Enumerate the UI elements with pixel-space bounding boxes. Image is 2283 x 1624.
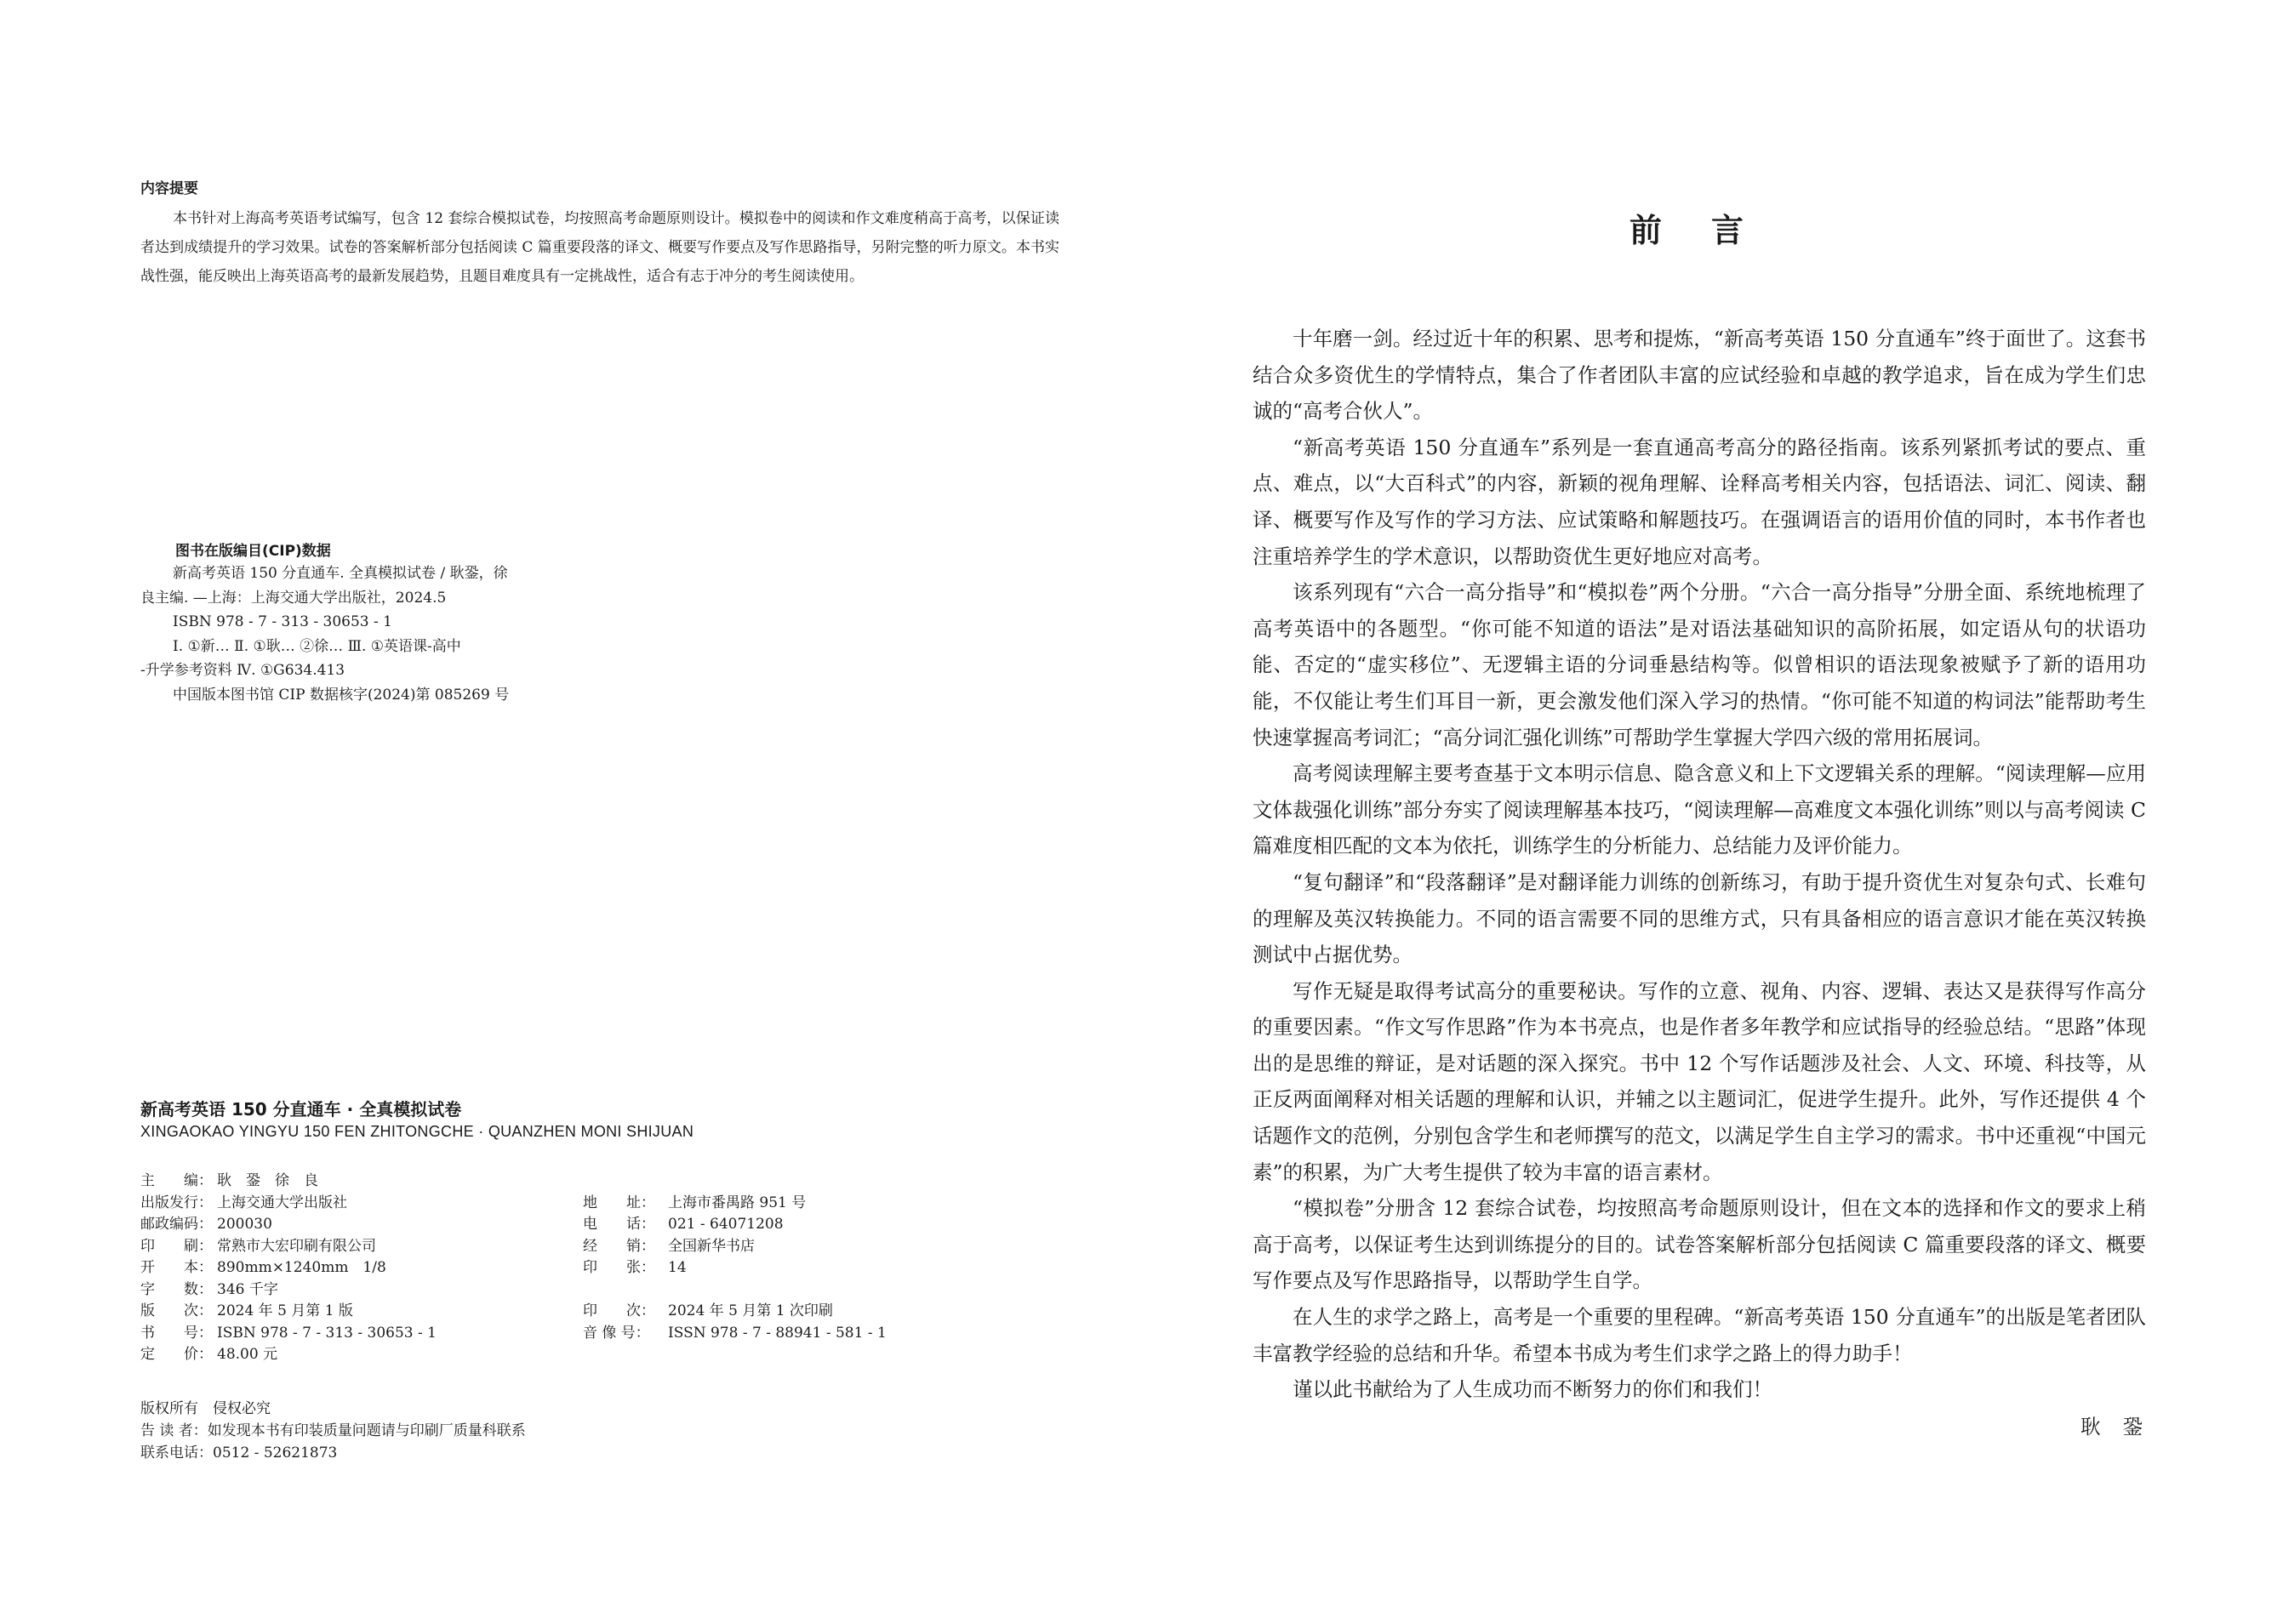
colophon-row	[140, 1257, 887, 1279]
cip-line: -升学参考资料 Ⅳ. ①G634.413	[140, 662, 345, 679]
colophon-label: 版 次：	[140, 1302, 213, 1319]
summary-paragraph: 本书针对上海高考英语考试编写，包含 12 套综合模拟试卷，均按照高考命题原则设计。模拟卷中的阅读和作文难度稍高于高考，以保证读者达到成绩提升的学习效果。试卷的答案解析部分包括阅读 C 篇重要段落的译文、概要写作要点及写作思路指导，另附完整的听力原文。本书实战性强，能反映出上海英语高考的最新发展趋势，且题目难度具有一定挑战性，适合有志于冲分的考生阅读使用。	[140, 210, 1059, 285]
book-title: 新高考英语 150 分直通车 · 全真模拟试卷	[140, 1099, 462, 1120]
colophon-label: 出版发行：	[140, 1194, 213, 1211]
colophon-value: 200030	[217, 1216, 272, 1233]
preface-author: 耿銎	[2080, 1415, 2165, 1439]
preface-paragraph: 写作无疑是取得考试高分的重要秘诀。写作的立意、视角、内容、逻辑、表达又是获得写作高分的重要因素。“作文写作思路”作为本书亮点，也是作者多年教学和应试指导的经验总结。“思路”体现出的是思维的辩证，是对话题的深入探究。书中 12 个写作话题涉及社会、人文、环境、科技等，从正反两面阐释对相关话题的理解和认识，并辅之以主题词汇，促进学生提升。此外，写作还提供 4 个话题作文的范例，分别包含学生和老师撰写的范文，以满足学生自主学习的需求。书中还重视“中国元素”的积累，为广大考生提供了较为丰富的语言素材。	[1253, 978, 2146, 1184]
colophon-row	[140, 1279, 887, 1302]
preface-paragraph: 谨以此书献给为了人生成功而不断努力的你们和我们！	[1293, 1377, 1772, 1402]
colophon-value: 上海市番禺路 951 号	[668, 1194, 807, 1211]
cip-line: 新高考英语 150 分直通车. 全真模拟试卷 / 耿銎，徐	[173, 565, 508, 582]
colophon-label: 音 像 号：	[583, 1324, 650, 1342]
cip-line: Ⅰ. ①新… Ⅱ. ①耿… ②徐… Ⅲ. ①英语课-高中	[173, 637, 461, 655]
cip-data	[140, 561, 566, 707]
colophon-row	[140, 1236, 887, 1258]
preface-paragraph: “模拟卷”分册含 12 套综合试卷，均按照高考命题原则设计，但在文本的选择和作文的要求上稍高于高考，以保证考生达到训练提分的目的。试卷答案解析部分包括阅读 C 篇重要段落的译文、概要写作要点及写作思路指导，以帮助学生自学。	[1253, 1196, 2146, 1293]
colophon-value: 全国新华书店	[668, 1237, 755, 1255]
cip-line: 中国版本图书馆 CIP 数据核字(2024)第 085269 号	[173, 686, 510, 704]
colophon-value: 2024 年 5 月第 1 版	[217, 1302, 353, 1319]
colophon-row	[140, 1344, 887, 1366]
colophon-label: 地 址：	[583, 1194, 655, 1211]
colophon-label: 开 本：	[140, 1259, 213, 1276]
preface-paragraph: 高考阅读理解主要考查基于文本明示信息、隐含意义和上下文逻辑关系的理解。“阅读理解—应用文体裁强化训练”部分夯实了阅读理解基本技巧，“阅读理解—高难度文本强化训练”则以与高考阅读 C 篇难度相匹配的文本为依托，训练学生的分析能力、总结能力及评价能力。	[1253, 761, 2146, 858]
colophon-value: ISSN 978 - 7 - 88941 - 581 - 1	[668, 1324, 887, 1342]
colophon-label: 电 话：	[583, 1216, 655, 1233]
colophon-value: 890mm×1240mm 1/8	[217, 1259, 386, 1276]
cip-heading: 图书在版编目(CIP)数据	[175, 543, 331, 560]
colophon-value: 上海交通大学出版社	[217, 1194, 347, 1211]
colophon-label: 定 价：	[140, 1346, 213, 1363]
summary-heading: 内容提要	[140, 180, 198, 197]
preface-paragraph: 十年磨一剑。经过近十年的积累、思考和提炼，“新高考英语 150 分直通车”终于面世了。这套书结合众多资优生的学情特点，集合了作者团队丰富的应试经验和卓越的教学追求，旨在成为学生们忠诚的“高考合伙人”。	[1253, 327, 2146, 424]
summary-text	[140, 204, 1059, 291]
cip-line: ISBN 978 - 7 - 313 - 30653 - 1	[173, 613, 392, 630]
preface-title: 前言	[1629, 212, 1794, 249]
colophon-value: 耿 銎 徐 良	[217, 1172, 318, 1189]
colophon-row	[140, 1323, 887, 1345]
colophon-value: ISBN 978 - 7 - 313 - 30653 - 1	[217, 1324, 437, 1342]
colophon-label: 印 张：	[583, 1259, 655, 1276]
rights-line: 联系电话：0512 - 52621873	[140, 1445, 338, 1462]
colophon-row	[140, 1193, 887, 1215]
preface-body	[1253, 321, 2146, 1408]
colophon-row	[140, 1301, 887, 1323]
preface-paragraph: 该系列现有“六合一高分指导”和“模拟卷”两个分册。“六合一高分指导”分册全面、系统地梳理了高考英语中的各题型。“你可能不知道的语法”是对语法基础知识的高阶拓展，如定语从句的状语功能、否定的“虚实移位”、无逻辑主语的分词垂悬结构等。似曾相识的语法现象被赋予了新的语用功能，不仅能让考生们耳目一新，更会激发他们深入学习的热情。“你可能不知道的构词法”能帮助考生快速掌握高考词汇；“高分词汇强化训练”可帮助学生掌握大学四六级的常用拓展词。	[1253, 580, 2146, 749]
colophon-label: 字 数：	[140, 1280, 213, 1298]
colophon-value: 021 - 64071208	[668, 1216, 784, 1233]
rights-line: 告 读 者：如发现本书有印装质量问题请与印刷厂质量科联系	[140, 1422, 526, 1439]
cip-line: 良主编. —上海：上海交通大学出版社，2024.5	[140, 589, 447, 607]
colophon-row	[140, 1214, 887, 1236]
colophon-value: 2024 年 5 月第 1 次印刷	[668, 1302, 833, 1319]
colophon-value: 346 千字	[217, 1280, 278, 1298]
colophon-label: 印 刷：	[140, 1237, 213, 1255]
rights-notice	[140, 1398, 526, 1464]
colophon	[140, 1171, 887, 1366]
preface-paragraph: 在人生的求学之路上，高考是一个重要的里程碑。“新高考英语 150 分直通车”的出版是笔者团队丰富教学经验的总结和升华。希望本书成为考生们求学之路上的得力助手！	[1253, 1305, 2146, 1365]
colophon-label: 经 销：	[583, 1237, 655, 1255]
book-title-pinyin: XINGAOKAO YINGYU 150 FEN ZHITONGCHE · QUANZHEN MONI SHIJUAN	[140, 1123, 694, 1140]
preface-paragraph: “复句翻译”和“段落翻译”是对翻译能力训练的创新练习，有助于提升资优生对复杂句式、长难句的理解及英汉转换能力。不同的语言需要不同的思维方式，只有具备相应的语言意识才能在英汉转换测试中占据优势。	[1253, 869, 2146, 967]
colophon-row	[140, 1171, 887, 1193]
colophon-label: 书 号：	[140, 1324, 213, 1342]
rights-line: 版权所有 侵权必究	[140, 1400, 271, 1417]
colophon-label: 印 次：	[583, 1302, 655, 1319]
colophon-value: 常熟市大宏印刷有限公司	[217, 1237, 376, 1255]
colophon-label: 主 编：	[140, 1172, 213, 1189]
colophon-label: 邮政编码：	[140, 1216, 213, 1233]
colophon-value: 48.00 元	[217, 1346, 278, 1363]
preface-paragraph: “新高考英语 150 分直通车”系列是一套直通高考高分的路径指南。该系列紧抓考试的要点、重点、难点，以“大百科式”的内容，新颖的视角理解、诠释高考相关内容，包括语法、词汇、阅读、翻译、概要写作及写作的学习方法、应试策略和解题技巧。在强调语言的语用价值的同时，本书作者也注重培养学生的学术意识，以帮助资优生更好地应对高考。	[1253, 435, 2146, 568]
colophon-value: 14	[668, 1259, 687, 1276]
